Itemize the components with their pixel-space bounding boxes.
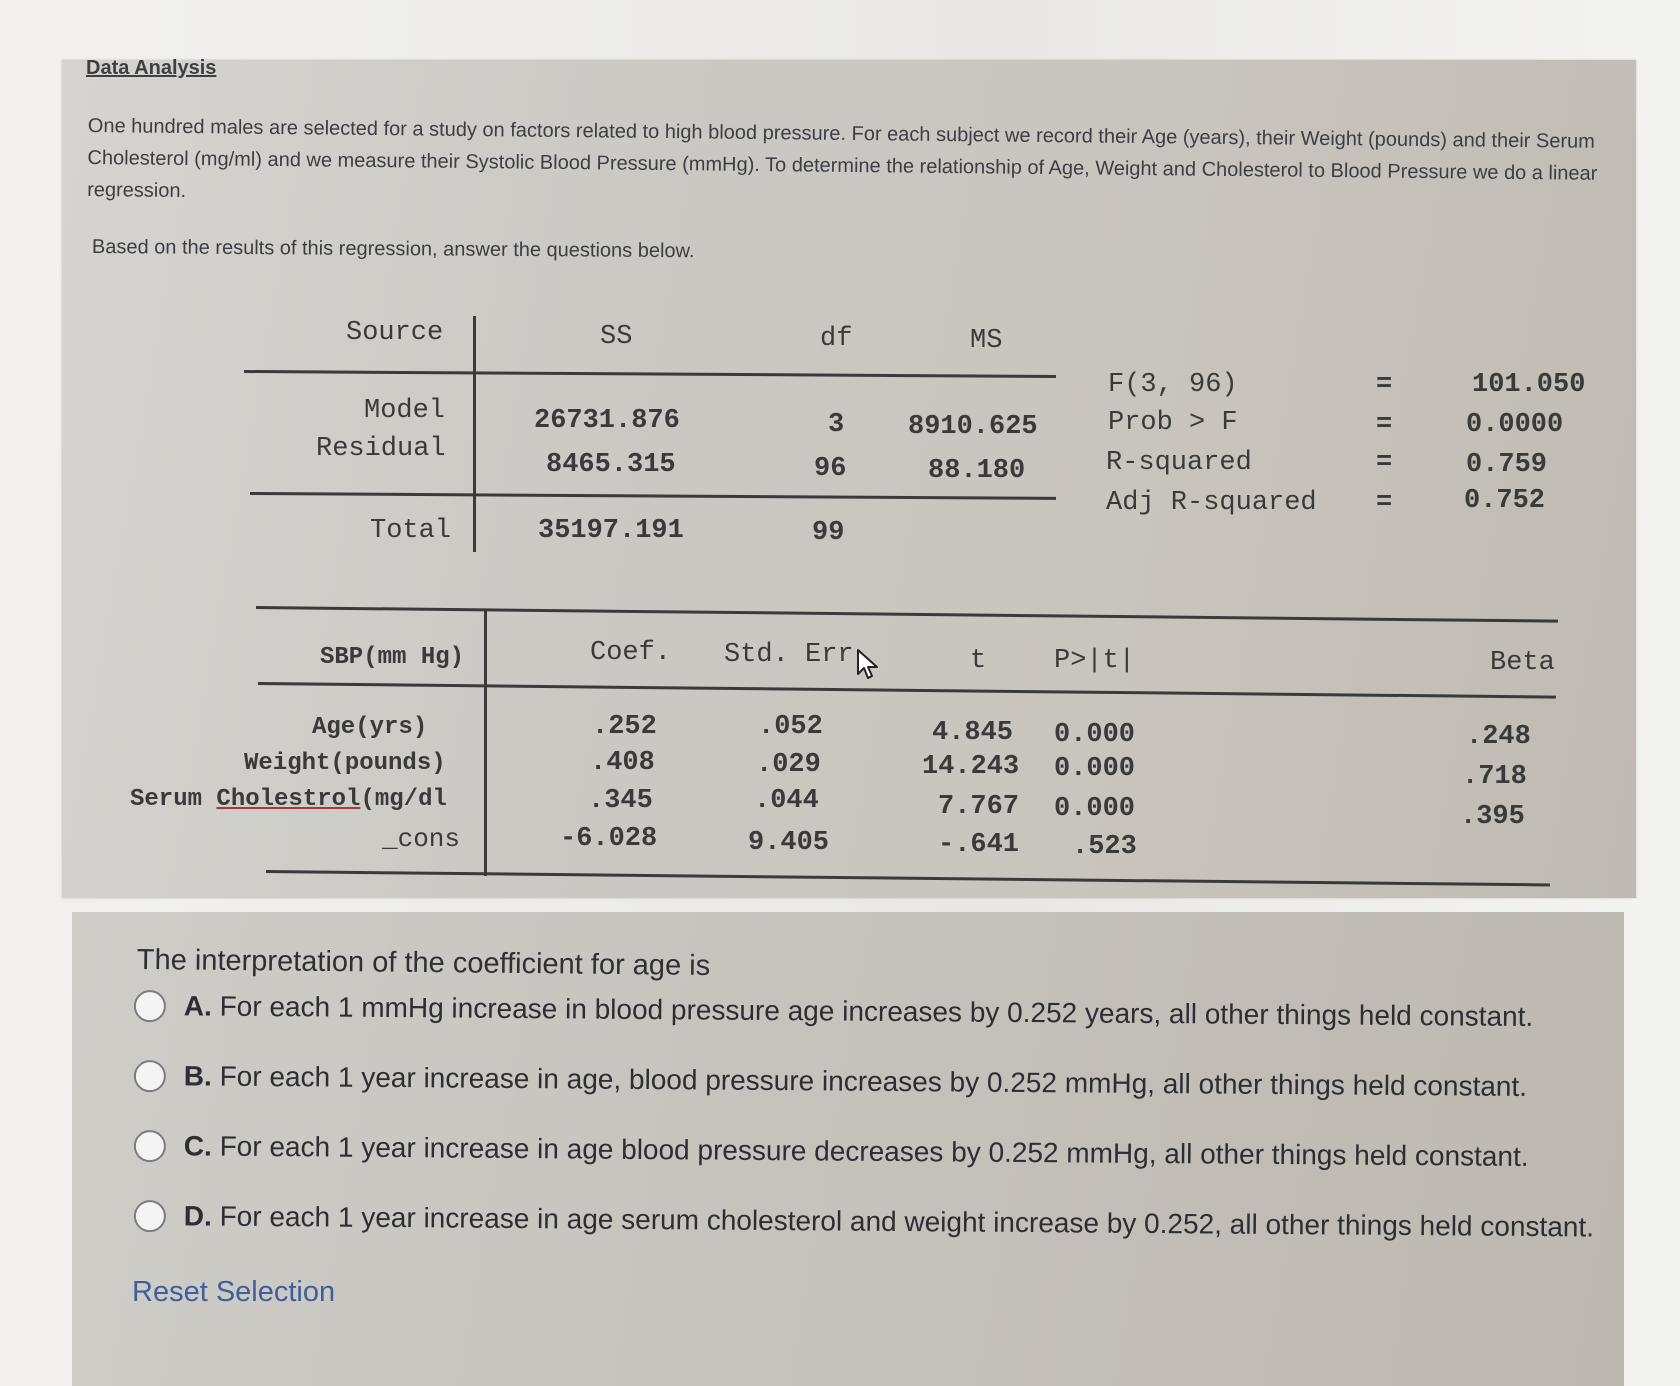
- anova-header-ms: MS: [970, 326, 1003, 356]
- anova-label-total: Total: [370, 516, 452, 546]
- t-value-weight: 14.243: [922, 752, 1020, 782]
- option-d-label: D. For each 1 year increase in age serum cholesterol and weight increase by 0.252, all other things held constant.: [183, 1200, 1595, 1243]
- coef-label-weight: Weight(pounds): [244, 750, 446, 777]
- stat-eq-probf: =: [1376, 410, 1393, 440]
- coef-label-cholesterol: Serum Cholestrol(mg/dl: [130, 786, 447, 813]
- anova-model-ss: 26731.876: [534, 406, 680, 436]
- p-value-cons: .523: [1072, 832, 1137, 862]
- beta-value-weight: .718: [1462, 762, 1527, 792]
- radio-a[interactable]: [134, 990, 166, 1022]
- coef-header-beta: Beta: [1490, 648, 1555, 678]
- reset-selection-link[interactable]: Reset Selection: [132, 1276, 336, 1308]
- stat-eq-adjrsq: =: [1376, 488, 1393, 518]
- anova-model-df: 3: [828, 410, 845, 440]
- anova-header-df: df: [820, 324, 853, 354]
- coef-header-t: t: [970, 646, 987, 676]
- p-value-cholesterol: 0.000: [1054, 794, 1136, 824]
- stat-label-rsq: R-squared: [1106, 448, 1252, 478]
- coef-value-cholesterol: .345: [588, 786, 653, 816]
- stat-eq-rsq: =: [1376, 448, 1393, 478]
- se-value-age: .052: [758, 712, 823, 742]
- option-a-label: A. For each 1 mmHg increase in blood pressure age increases by 0.252 years, all other things held constant.: [183, 990, 1534, 1032]
- anova-header-source: Source: [346, 318, 444, 348]
- coef-divider: [484, 610, 487, 876]
- coef-header-se: Std. Err: [724, 640, 854, 670]
- coef-label-age: Age(yrs): [312, 714, 428, 741]
- stat-label-adjrsq: Adj R-squared: [1106, 488, 1317, 518]
- coef-header-coef: Coef.: [590, 638, 672, 668]
- anova-header-ss: SS: [600, 322, 633, 352]
- se-value-cons: 9.405: [748, 828, 830, 858]
- option-c-label: C. For each 1 year increase in age blood pressure decreases by 0.252 mmHg, all other things held constant.: [183, 1130, 1529, 1172]
- beta-value-cholesterol: .395: [1460, 802, 1525, 832]
- coef-header-p: P>|t|: [1054, 646, 1136, 676]
- intro-paragraph: One hundred males are selected for a study on factors related to high blood pressure. For each subject we record their Age (years), their Weight (pounds) and their Serum Cholesterol (mg/ml) and we measure their Systolic Blood Pressure (mmHg). To determine the relationship of Age, Weight and Cholesterol to Blood Pressure we do a linear regression.: [87, 114, 1598, 203]
- radio-d[interactable]: [134, 1200, 166, 1232]
- anova-model-ms: 8910.625: [908, 412, 1038, 442]
- coef-value-weight: .408: [590, 748, 655, 778]
- anova-label-model: Model: [364, 396, 446, 426]
- anova-residual-ms: 88.180: [928, 456, 1026, 486]
- instruction-text: Based on the results of this regression, answer the questions below.: [91, 236, 695, 263]
- stat-value-adjrsq: 0.752: [1464, 486, 1546, 516]
- anova-total-df: 99: [812, 518, 845, 548]
- se-value-weight: .029: [756, 750, 821, 780]
- stat-value-f: 101.050: [1472, 370, 1586, 400]
- mouse-pointer-icon: [856, 648, 882, 682]
- option-b-label: B. For each 1 year increase in age, blood pressure increases by 0.252 mmHg, all other things held constant.: [183, 1060, 1528, 1102]
- stat-label-probf: Prob > F: [1108, 408, 1238, 438]
- t-value-cholesterol: 7.767: [938, 792, 1020, 822]
- t-value-age: 4.845: [932, 718, 1014, 748]
- stat-eq-f: =: [1376, 370, 1393, 400]
- anova-total-ss: 35197.191: [538, 516, 684, 546]
- radio-b[interactable]: [134, 1060, 166, 1092]
- anova-residual-ss: 8465.315: [546, 450, 676, 480]
- se-value-cholesterol: .044: [754, 786, 819, 816]
- stat-value-rsq: 0.759: [1466, 450, 1548, 480]
- coef-header-dep: SBP(mm Hg): [320, 644, 465, 671]
- t-value-cons: -.641: [938, 830, 1020, 860]
- anova-label-residual: Residual: [316, 434, 446, 464]
- anova-residual-df: 96: [814, 454, 847, 484]
- p-value-weight: 0.000: [1054, 754, 1136, 784]
- section-title: Data Analysis: [86, 57, 217, 79]
- coef-value-age: .252: [592, 712, 657, 742]
- beta-value-age: .248: [1466, 722, 1531, 752]
- coef-label-cons: _cons: [382, 824, 461, 854]
- question-text: The interpretation of the coefficient for age is: [136, 944, 711, 983]
- stat-label-f: F(3, 96): [1108, 370, 1238, 400]
- anova-divider: [473, 316, 476, 552]
- radio-c[interactable]: [134, 1130, 166, 1162]
- p-value-age: 0.000: [1054, 720, 1136, 750]
- stat-value-probf: 0.0000: [1466, 410, 1564, 440]
- coef-value-cons: -6.028: [560, 824, 658, 854]
